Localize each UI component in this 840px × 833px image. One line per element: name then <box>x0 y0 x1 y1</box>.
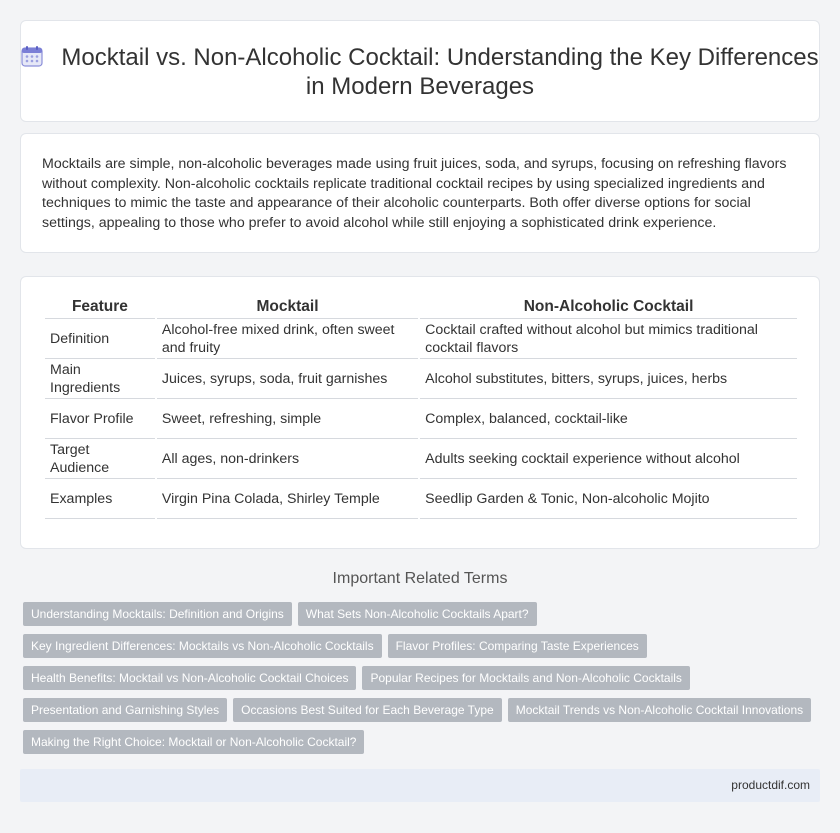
related-term-tag[interactable]: Occasions Best Suited for Each Beverage Type <box>233 698 502 722</box>
page-title-wrap <box>21 43 819 101</box>
table-row <box>45 399 797 439</box>
intro-paragraph: Mocktails are simple, non-alcoholic beverages made using fruit juices, soda, and syrups, focusing on refreshing flavors without complexity. Non-alcoholic cocktails replicate traditional cocktail recipes by using specialized ingredients and techniques to mimic the taste and appearance of their alcoholic counterparts. Both offer diverse options for social settings, appealing to those who prefer to avoid alcohol while still enjoying a sophisticated drink experience. <box>42 156 787 231</box>
related-term-tag[interactable]: Key Ingredient Differences: Mocktails vs Non-Alcoholic Cocktails <box>23 634 382 658</box>
calendar-icon <box>21 45 43 67</box>
related-term-tag[interactable]: What Sets Non-Alcoholic Cocktails Apart? <box>298 602 537 626</box>
footer-site-link[interactable]: productdif.com <box>731 778 810 792</box>
column-header-feature: Feature <box>45 293 155 319</box>
related-terms-heading: Important Related Terms <box>332 570 508 587</box>
related-term-tag[interactable]: Presentation and Garnishing Styles <box>23 698 227 722</box>
title-card <box>20 20 820 122</box>
row-feature-cell: Flavor Profile <box>45 399 155 439</box>
non-alcoholic-cell: Alcohol substitutes, bitters, syrups, juices, herbs <box>420 359 797 399</box>
mocktail-cell: Virgin Pina Colada, Shirley Temple <box>157 479 418 519</box>
mocktail-cell: Alcohol-free mixed drink, often sweet and fruity <box>157 319 418 359</box>
table-header-row <box>45 293 797 319</box>
mocktail-cell: Sweet, refreshing, simple <box>157 399 418 439</box>
related-term-tag[interactable]: Understanding Mocktails: Definition and Origins <box>23 602 292 626</box>
related-term-tag[interactable]: Flavor Profiles: Comparing Taste Experiences <box>388 634 647 658</box>
column-header-mocktail: Mocktail <box>157 293 418 319</box>
related-term-tag[interactable]: Making the Right Choice: Mocktail or Non-Alcoholic Cocktail? <box>23 730 364 754</box>
comparison-card <box>20 276 820 549</box>
table-row <box>45 359 797 399</box>
related-term-tag[interactable]: Mocktail Trends vs Non-Alcoholic Cocktail Innovations <box>508 698 811 722</box>
table-row <box>45 319 797 359</box>
row-feature-cell: Definition <box>45 319 155 359</box>
footer <box>20 769 820 802</box>
page-title: Mocktail vs. Non-Alcoholic Cocktail: Understanding the Key Differences in Modern Beverages <box>61 44 819 100</box>
table-row <box>45 439 797 479</box>
row-feature-cell: Examples <box>45 479 155 519</box>
non-alcoholic-cell: Complex, balanced, cocktail-like <box>420 399 797 439</box>
related-term-tag[interactable]: Health Benefits: Mocktail vs Non-Alcoholic Cocktail Choices <box>23 666 356 690</box>
related-term-tag[interactable]: Popular Recipes for Mocktails and Non-Alcoholic Cocktails <box>362 666 689 690</box>
non-alcoholic-cell: Adults seeking cocktail experience without alcohol <box>420 439 797 479</box>
column-header-non-alcoholic: Non-Alcoholic Cocktail <box>420 293 797 319</box>
related-terms-list <box>23 602 823 762</box>
row-feature-cell: Target Audience <box>45 439 155 479</box>
non-alcoholic-cell: Cocktail crafted without alcohol but mimics traditional cocktail flavors <box>420 319 797 359</box>
table-row <box>45 479 797 519</box>
intro-card <box>20 133 820 253</box>
row-feature-cell: Main Ingredients <box>45 359 155 399</box>
non-alcoholic-cell: Seedlip Garden & Tonic, Non-alcoholic Mojito <box>420 479 797 519</box>
mocktail-cell: All ages, non-drinkers <box>157 439 418 479</box>
comparison-table <box>43 293 799 519</box>
mocktail-cell: Juices, syrups, soda, fruit garnishes <box>157 359 418 399</box>
